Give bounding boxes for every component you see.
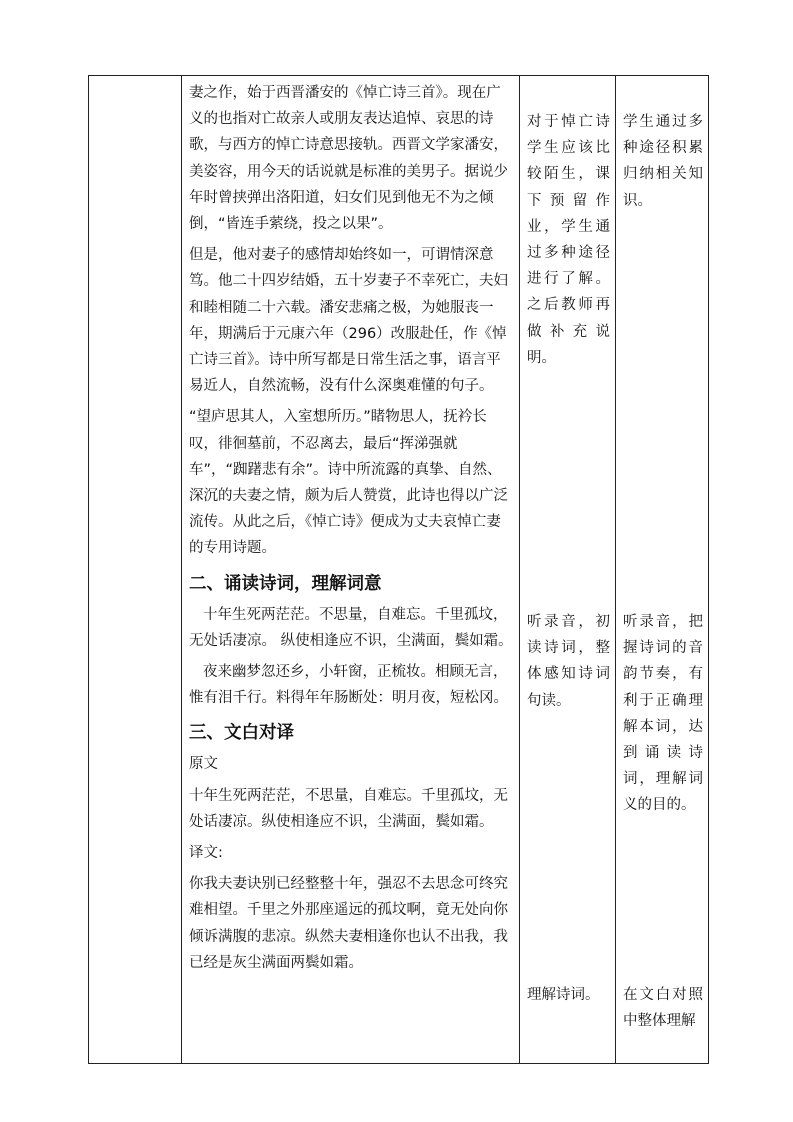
teacher-note-2: 听录音，初读诗词，整体感知诗词句读。 [527,614,610,709]
intro-paragraph-1: 妻之作，始于西晋潘安的《悼亡诗三首》。现在广义的也指对亡故亲人或朋友表达追悼、哀思的诗歌，与西方的悼亡诗意思接轨。西晋文学家潘安，美姿容，用今天的话说就是标准的美男子。据说少年时曾挟弹出洛阳道，妇女们见到他无不为之倾倒，“皆连手萦绕，投之以果”。 [189,85,508,233]
translation-text: 你我夫妻诀别已经整整十年，强忍不去思念可终究难相望。千里之外那座遥远的孤坟啊，竟无处向你倾诉满腹的悲凉。纵然夫妻相逢你也认不出我，我已经是灰尘满面两鬓如霜。 [189,876,508,971]
left-empty-column [89,76,182,1064]
purpose-note-1: 学生通过多种途径积累归纳相关知识。 [623,114,703,209]
intro-paragraph-3: “望庐思其人，入室想所历。”睹物思人，抚衿长叹，徘徊墓前，不忍离去，最后“挥涕强就车”，“踟躇悲有余”。诗中所流露的真挚、自然、深沉的夫妻之情，颇为后人赞赏，此诗也得以广泛流传。从此之后，《悼亡诗》便成为丈夫哀悼亡妻的专用诗题。 [189,409,508,557]
purpose-note-2: 听录音，把握诗词的音韵节奏，有利于正确理解本词，达到诵读诗词，理解词义的目的。 [623,614,703,814]
poem-stanza-1: 十年生死两茫茫。不思量，自难忘。千里孤坟，无处话凄凉。 纵使相逢应不识，尘满面，鬓如霜。 [189,606,513,649]
intro-paragraph-2: 但是，他对妻子的感情却始终如一，可谓情深意笃。他二十四岁结婚，五十岁妻子不幸死亡，夫妇和睦相随二十六载。潘安悲痛之极，为她服丧一年，期满后于元康六年（296）改服赴任，作《悼亡诗三首》。诗中所写都是日常生活之事，语言平易近人，自然流畅，没有什么深奥难懂的句子。 [189,247,508,395]
teacher-note-3: 理解诗词。 [527,987,600,1003]
translation-label: 译文: [189,845,223,862]
teacher-note-1: 对于悼亡诗学生应该比较陌生，课下预留作业，学生通过多种途径进行了解。之后教师再做补充说明。 [527,114,610,366]
purpose-note-3: 在文白对照中整体理解 [623,987,703,1030]
lesson-plan-table [88,75,709,1064]
section-3-heading: 三、文白对译 [189,723,294,744]
teacher-activity-column [520,76,616,1064]
design-purpose-column [616,76,709,1064]
content-column [182,76,520,1064]
section-2-heading: 二、诵读诗词，理解词意 [189,573,382,594]
poem-stanza-2: 夜来幽梦忽还乡，小轩窗，正梳妆。相顾无言，惟有泪千行。料得年年肠断处：明月夜，短松冈。 [189,664,508,707]
original-text: 十年生死两茫茫，不思量，自难忘。千里孤坟，无处话凄凉。纵使相逢应不识，尘满面，鬓如霜。 [189,787,508,830]
original-label: 原文 [189,756,218,773]
